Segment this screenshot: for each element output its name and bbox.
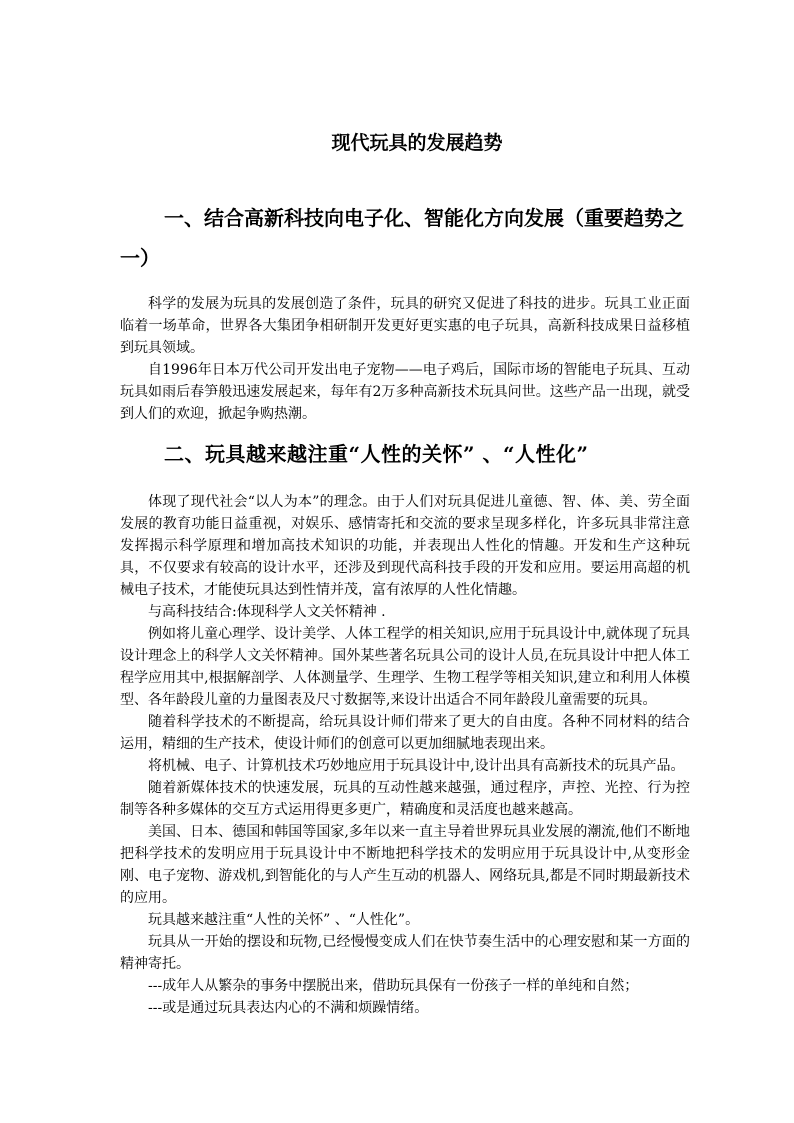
- paragraph: 随着科学技术的不断提高，给玩具设计师们带来了更大的自由度。各种不同材料的结合运用，精细的生产技术，使设计师们的创意可以更加细腻地表现出来。: [120, 714, 690, 752]
- paragraph: 与高科技结合:体现科学人文关怀精神 .: [148, 604, 386, 620]
- section1-body: [120, 293, 690, 425]
- paragraph: 玩具越来越注重“人性的关怀” 、“人性化”。: [148, 912, 420, 928]
- paragraph: 科学的发展为玩具的发展创造了条件，玩具的研究又促进了科技的进步。玩具工业正面临着一场革命，世界各大集团争相研制开发更好更实惠的电子玩具，高新科技成果日益移植到玩具领域。: [120, 296, 690, 356]
- paragraph: 将机械、电子、计算机技术巧妙地应用于玩具设计中,设计出具有高新技术的玩具产品。: [148, 758, 685, 774]
- paragraph: 例如将儿童心理学、设计美学、人体工程学的相关知识,应用于玩具设计中,就体现了玩具设计理念上的科学人文关怀精神。国外某些著名玩具公司的设计人员,在玩具设计中把人体工程学应用其中,根据解剖学、人体测量学、生理学、生物工程学等相关知识,建立和利用人体模型、各年龄段儿童的力量图表及尺寸数据等,来设计出适合不同年龄段儿童需要的玩具。: [120, 626, 690, 708]
- section2-body: [120, 491, 690, 1019]
- paragraph: 玩具从一开始的摆设和玩物,已经慢慢变成人们在快节奏生活中的心理安慰和某一方面的精神寄托。: [120, 934, 690, 972]
- section1-heading: 一、结合高新科技向电子化、智能化方向发展（重要趋势之一）: [120, 206, 684, 270]
- paragraph: ---成年人从繁杂的事务中摆脱出来，借助玩具保有一份孩子一样的单纯和自然；: [148, 978, 639, 994]
- section2-heading: 二、玩具越来越注重“人性的关怀” 、“人性化”: [164, 442, 589, 466]
- paragraph: 自1996年日本万代公司开发出电子宠物——电子鸡后，国际市场的智能电子玩具、互动玩具如雨后春笋般迅速发展起来，每年有2万多种高新技术玩具问世。这些产品一出现，就受到人们的欢迎，掀起争购热潮。: [120, 362, 690, 422]
- paragraph: 体现了现代社会“以人为本”的理念。由于人们对玩具促进儿童德、智、体、美、劳全面发展的教育功能日益重视，对娱乐、感情寄托和交流的要求呈现多样化，许多玩具非常注意发挥揭示科学原理和增加高技术知识的功能，并表现出人性化的情趣。开发和生产这种玩具，不仅要求有较高的设计水平，还涉及到现代高科技手段的开发和应用。要运用高超的机械电子技术，才能使玩具达到性情并茂，富有浓厚的人性化情趣。: [120, 494, 690, 598]
- document-title: 现代玩具的发展趋势: [331, 132, 503, 154]
- paragraph: 随着新媒体技术的快速发展，玩具的互动性越来越强，通过程序，声控、光控、行为控制等各种多媒体的交互方式运用得更多更广，精确度和灵活度也越来越高。: [120, 780, 690, 818]
- paragraph: ---或是通过玩具表达内心的不满和烦躁情绪。: [148, 1000, 429, 1016]
- paragraph: 美国、日本、德国和韩国等国家,多年以来一直主导着世界玩具业发展的潮流,他们不断地把科学技术的发明应用于玩具设计中不断地把科学技术的发明应用于玩具设计中,从变形金刚、电子宠物、游戏机,到智能化的与人产生互动的机器人、网络玩具,都是不同时期最新技术的应用。: [120, 824, 690, 906]
